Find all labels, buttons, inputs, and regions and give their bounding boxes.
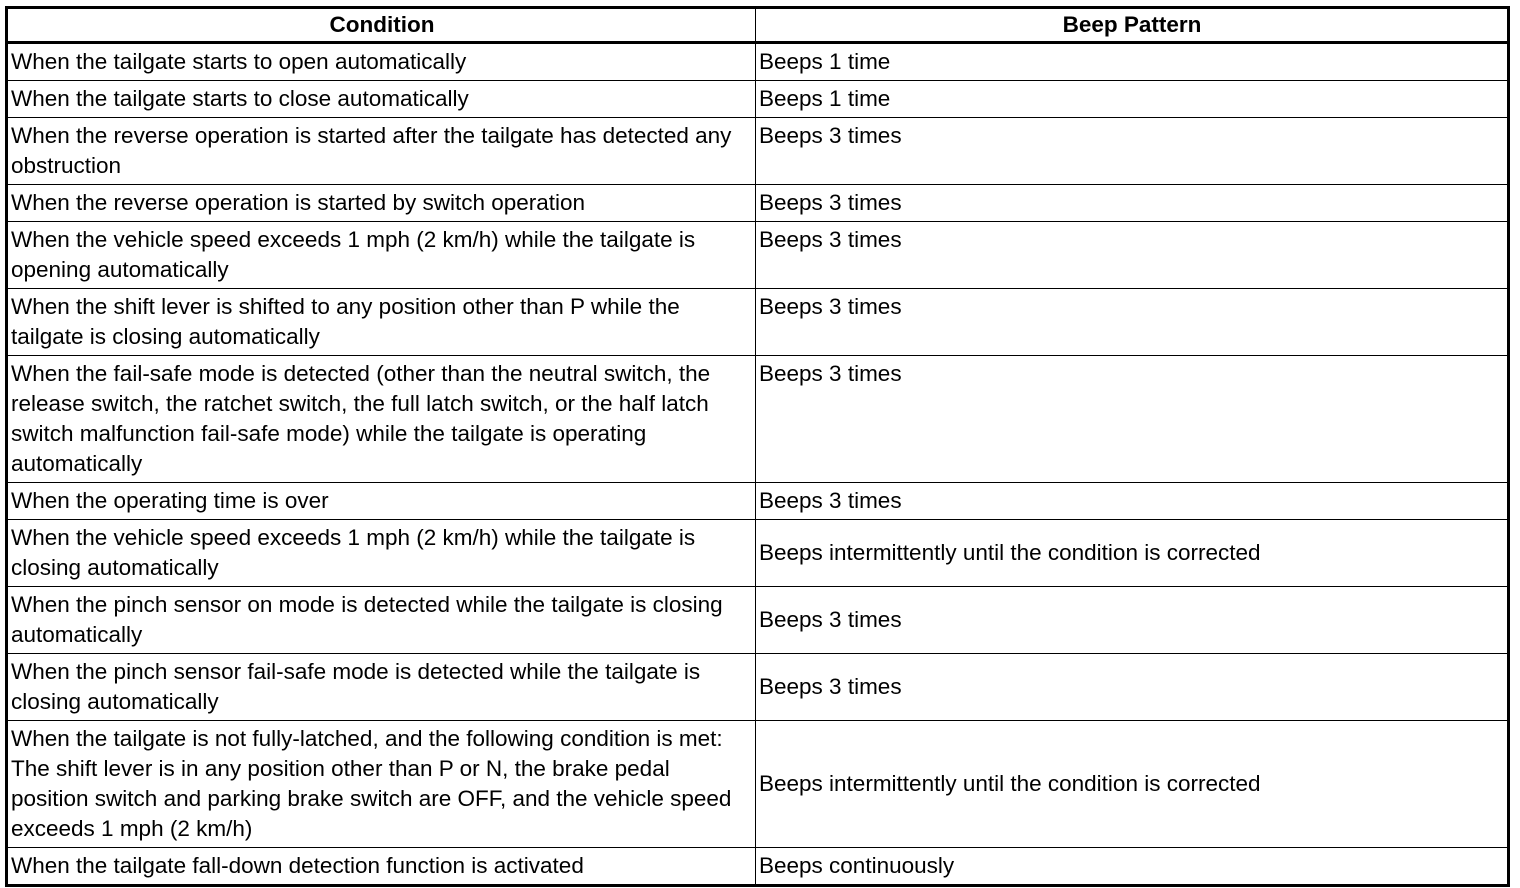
table-row (7, 654, 1509, 721)
table-row (7, 43, 1509, 81)
condition-cell: When the pinch sensor on mode is detected while the tailgate is closing automatically (7, 587, 756, 654)
beep-pattern-cell: Beeps 1 time (756, 43, 1509, 81)
table-row (7, 483, 1509, 520)
table-row (7, 81, 1509, 118)
beep-pattern-cell: Beeps intermittently until the condition is corrected (756, 721, 1509, 848)
beep-pattern-cell: Beeps 3 times (756, 587, 1509, 654)
table-header-row (7, 8, 1509, 43)
header-condition: Condition (7, 8, 756, 43)
condition-cell: When the tailgate is not fully-latched, and the following condition is met: The shift lever is in any position other than P or N, the brake pedal position switch and parking brake switch are OFF, and the vehicle speed exceeds 1 mph (2 km/h) (7, 721, 756, 848)
table-row (7, 185, 1509, 222)
condition-cell: When the reverse operation is started by switch operation (7, 185, 756, 222)
table-row (7, 356, 1509, 483)
beep-pattern-cell: Beeps 3 times (756, 222, 1509, 289)
beep-pattern-cell: Beeps 3 times (756, 483, 1509, 520)
beep-pattern-table (5, 6, 1510, 887)
beep-pattern-cell: Beeps continuously (756, 848, 1509, 886)
beep-pattern-cell: Beeps 3 times (756, 654, 1509, 721)
condition-cell: When the fail-safe mode is detected (other than the neutral switch, the release switch, the ratchet switch, the full latch switch, or the half latch switch malfunction fail-safe mode) while the tailgate is operating automatically (7, 356, 756, 483)
table-row (7, 222, 1509, 289)
condition-cell: When the tailgate fall-down detection function is activated (7, 848, 756, 886)
table-row (7, 848, 1509, 886)
table-row (7, 587, 1509, 654)
beep-pattern-cell: Beeps intermittently until the condition is corrected (756, 520, 1509, 587)
condition-cell: When the pinch sensor fail-safe mode is detected while the tailgate is closing automatically (7, 654, 756, 721)
beep-pattern-cell: Beeps 3 times (756, 118, 1509, 185)
header-beep-pattern: Beep Pattern (756, 8, 1509, 43)
condition-cell: When the tailgate starts to open automatically (7, 43, 756, 81)
beep-pattern-cell: Beeps 3 times (756, 289, 1509, 356)
beep-pattern-cell: Beeps 3 times (756, 356, 1509, 483)
condition-cell: When the vehicle speed exceeds 1 mph (2 km/h) while the tailgate is opening automatically (7, 222, 756, 289)
table-row (7, 520, 1509, 587)
table-row (7, 721, 1509, 848)
table-body (7, 43, 1509, 886)
condition-cell: When the tailgate starts to close automatically (7, 81, 756, 118)
beep-pattern-table-container (5, 6, 1507, 887)
beep-pattern-cell: Beeps 1 time (756, 81, 1509, 118)
condition-cell: When the vehicle speed exceeds 1 mph (2 km/h) while the tailgate is closing automatically (7, 520, 756, 587)
beep-pattern-cell: Beeps 3 times (756, 185, 1509, 222)
condition-cell: When the reverse operation is started after the tailgate has detected any obstruction (7, 118, 756, 185)
condition-cell: When the operating time is over (7, 483, 756, 520)
table-row (7, 118, 1509, 185)
table-row (7, 289, 1509, 356)
condition-cell: When the shift lever is shifted to any position other than P while the tailgate is closing automatically (7, 289, 756, 356)
